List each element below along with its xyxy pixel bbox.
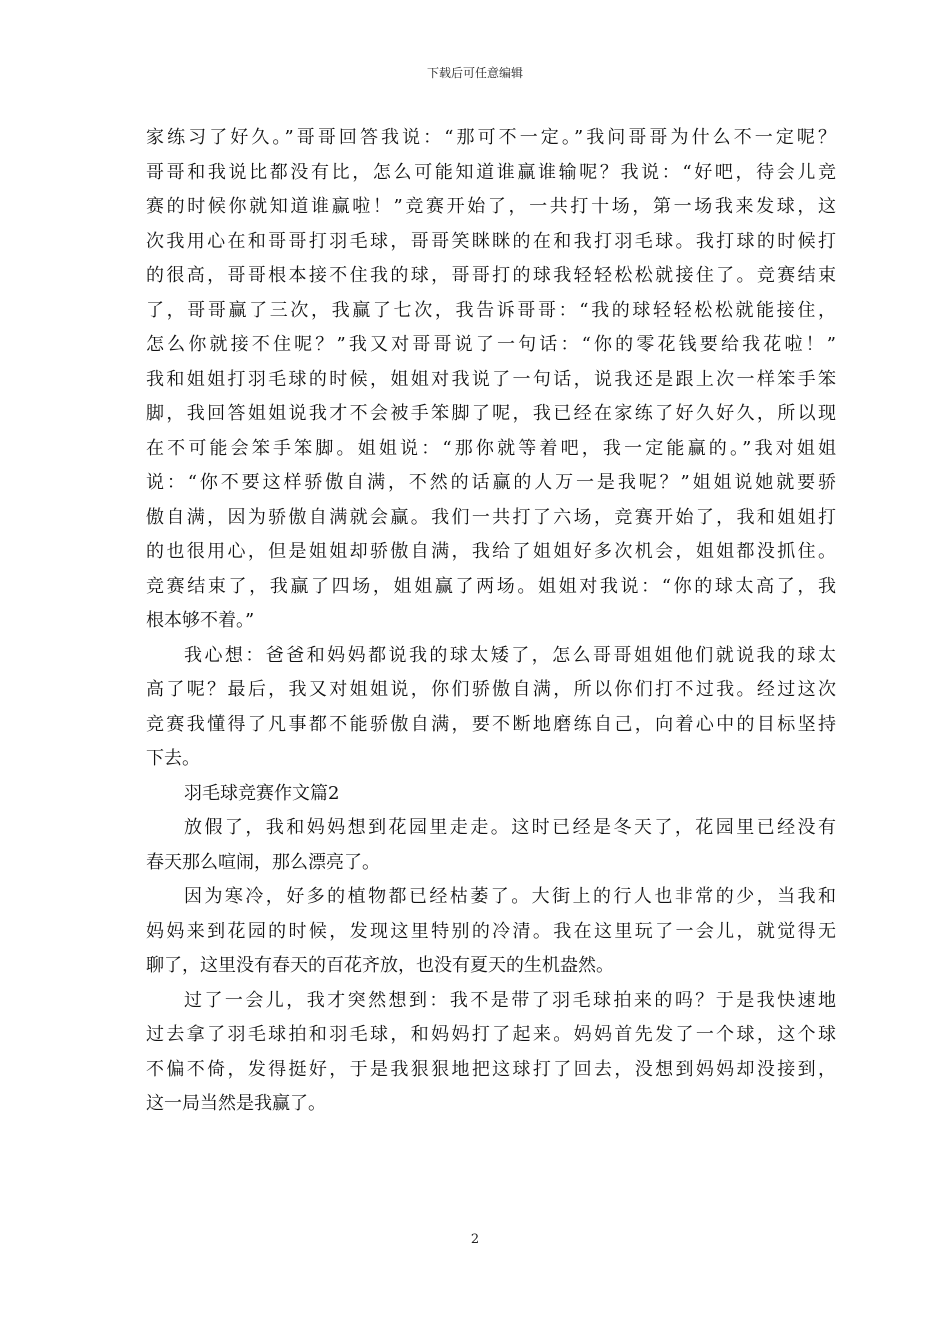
paragraph-line: 的很高，哥哥根本接不住我的球，哥哥打的球我轻轻松松就接住了。竞赛结束: [146, 265, 836, 286]
paragraph-line: 赛的时候你就知道谁赢啦！”竞赛开始了，一共打十场，第一场我来发球，这: [146, 196, 836, 217]
paragraph: [146, 121, 836, 639]
paragraph: [146, 639, 836, 777]
paragraph-line: 放假了，我和妈妈想到花园里走走。这时已经是冬天了，花园里已经没有: [184, 817, 836, 838]
paragraph-line: 家练习了好久。”哥哥回答我说：“那可不一定。”我问哥哥为什么不一定呢？: [146, 127, 836, 148]
page-header: 下载后可任意编辑: [426, 66, 523, 80]
paragraph: [146, 811, 836, 880]
paragraph-line: 我心想：爸爸和妈妈都说我的球太矮了，怎么哥哥姐姐他们就说我的球太: [184, 644, 836, 666]
paragraph-line: 怎么你就接不住呢？”我又对哥哥说了一句话：“你的零花钱要给我花啦！”: [146, 334, 836, 355]
paragraph-line: 竞赛我懂得了凡事都不能骄傲自满，要不断地磨练自己，向着心中的目标坚持: [146, 713, 836, 735]
paragraph-line: 根本够不着。”: [146, 610, 255, 631]
section-heading: [146, 777, 836, 812]
document-body: [146, 121, 836, 1122]
paragraph-line: 在不可能会笨手笨脚。姐姐说：“那你就等着吧，我一定能赢的。”我对姐姐: [146, 437, 836, 459]
paragraph-line: 不偏不倚，发得挺好，于是我狠狠地把这球打了回去，没想到妈妈却没接到，: [146, 1058, 836, 1080]
paragraph-line: 我和姐姐打羽毛球的时候，姐姐对我说了一句话，说我还是跟上次一样笨手笨: [146, 368, 836, 390]
paragraph-line: 脚，我回答姐姐说我才不会被手笨脚了呢，我已经在家练了好久好久，所以现: [146, 403, 836, 424]
page-number: 2: [470, 1232, 480, 1247]
paragraph-line: 过去拿了羽毛球拍和羽毛球，和妈妈打了起来。妈妈首先发了一个球，这个球: [146, 1024, 836, 1045]
paragraph-line: 说：“你不要这样骄傲自满，不然的话赢的人万一是我呢？”姐姐说她就要骄: [146, 472, 836, 493]
paragraph-line: 高了呢？最后，我又对姐姐说，你们骄傲自满，所以你们打不过我。经过这次: [146, 679, 836, 700]
paragraph-line: 这一局当然是我赢了。: [146, 1093, 326, 1114]
paragraph-line: 了，哥哥赢了三次，我赢了七次，我告诉哥哥：“我的球轻轻松松就能接住，: [146, 299, 836, 321]
paragraph-line: 聊了，这里没有春天的百花齐放，也没有夏天的生机盎然。: [146, 955, 614, 976]
paragraph-line: 的也很用心，但是姐姐却骄傲自满，我给了姐姐好多次机会，姐姐都没抓住。: [146, 541, 836, 562]
paragraph-line: 因为寒冷，好多的植物都已经枯萎了。大街上的行人也非常的少，当我和: [184, 886, 836, 907]
section-heading-text: 羽毛球竞赛作文篇2: [184, 782, 340, 804]
paragraph-line: 次我用心在和哥哥打羽毛球，哥哥笑眯眯的在和我打羽毛球。我打球的时候打: [146, 230, 836, 252]
paragraph-line: 春天那么喧闹，那么漂亮了。: [146, 851, 380, 873]
paragraph-line: 哥哥和我说比都没有比，怎么可能知道谁赢谁输呢？我说：“好吧，待会儿竞: [146, 161, 836, 183]
paragraph-line: 傲自满，因为骄傲自满就会赢。我们一共打了六场，竞赛开始了，我和姐姐打: [146, 506, 836, 528]
paragraph: [146, 984, 836, 1122]
paragraph: [146, 880, 836, 984]
paragraph-line: 竞赛结束了，我赢了四场，姐姐赢了两场。姐姐对我说：“你的球太高了，我: [146, 575, 836, 597]
paragraph-line: 下去。: [146, 748, 200, 769]
paragraph-line: 过了一会儿，我才突然想到：我不是带了羽毛球拍来的吗？于是我快速地: [184, 989, 836, 1011]
paragraph-line: 妈妈来到花园的时候，发现这里特别的冷清。我在这里玩了一会儿，就觉得无: [146, 920, 836, 942]
